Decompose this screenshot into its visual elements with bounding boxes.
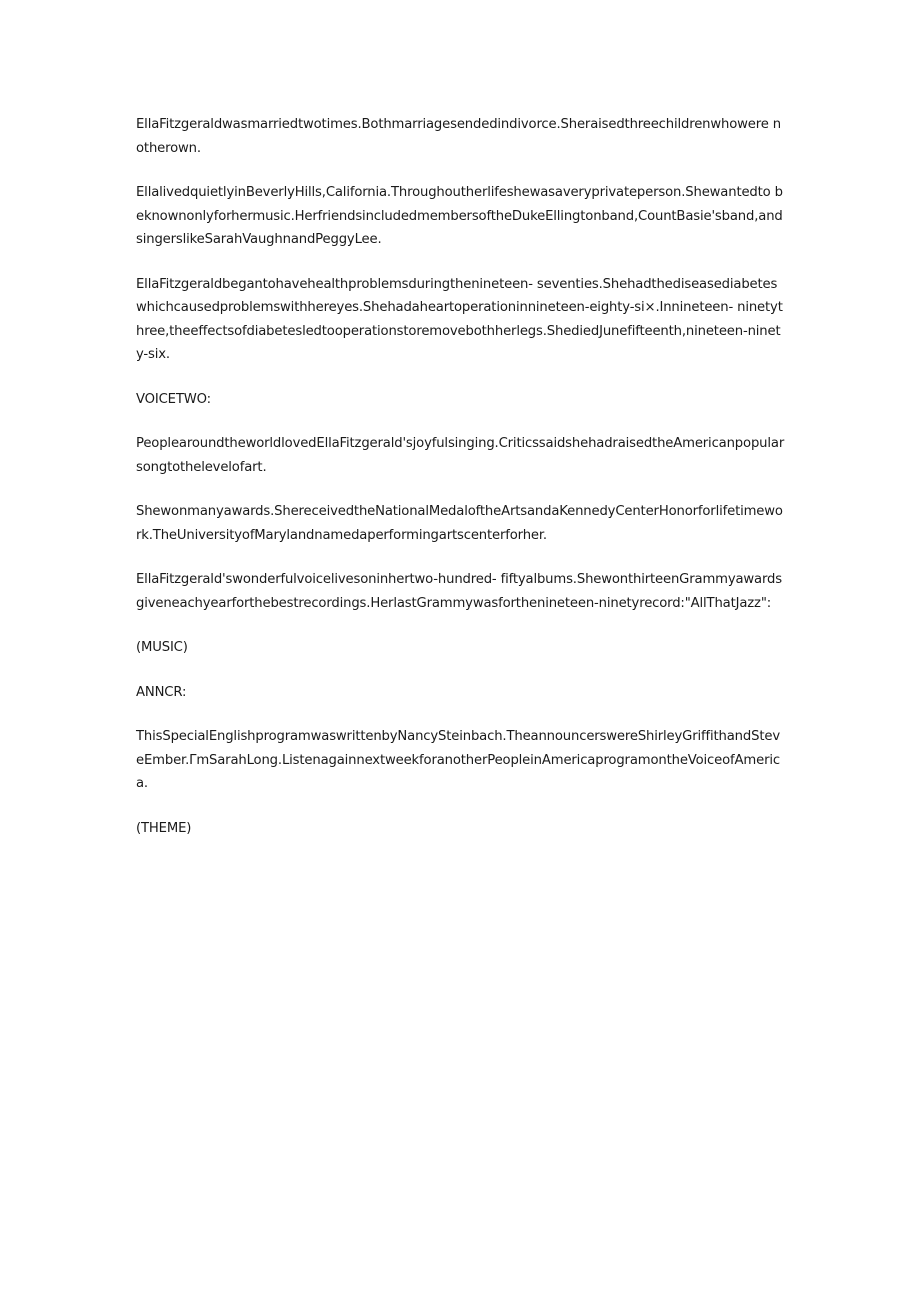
paragraph-critics: PeoplearoundtheworldlovedEllaFitzgerald'sjoyfulsinging.CriticssaidshehadraisedtheAmericanpopularsongtothelevelofart. bbox=[136, 436, 785, 475]
speaker-label-voice-two: VOICETWO: bbox=[136, 391, 211, 407]
paragraph-health: EllaFitzgeraldbegantohavehealthproblemsduringthenineteen- seventies.Shehadthediseasediabeteswhichcausedproblemswithhereyes.Shehadaheartoperationinnineteen-eighty-si×.Innineteen- ninetythree,theeffectsofdiabetesledtooperationstoremovebothherlegs.ShediedJunefifteenth,nineteen-ninety-six. bbox=[136, 276, 783, 362]
paragraph-albums: EllaFitzgerald'swonderfulvoicelivesoninhertwo-hundred- fiftyalbums.ShewonthirteenGrammyawardsgiveneachyearforthebestrecordings.HerlastGrammywasforthenineteen-ninetyrecord:"AllThatJazz": bbox=[136, 572, 782, 611]
paragraph-awards: Shewonmanyawards.ShereceivedtheNationalMedaloftheArtsandaKennedyCenterHonorforlifetimework.TheUniversityofMarylandnamedaperformingartscenterforher. bbox=[136, 504, 783, 543]
cue-music: (MUSIC) bbox=[136, 640, 188, 655]
paragraph-credits: ThisSpecialEnglishprogramwaswrittenbyNancySteinbach.TheannouncerswereShirleyGriffithandSteveEmber.ΓmSarahLong.ListenagainnextweekforanotherPeopleinAmericaprogramontheVoiceofAmerica. bbox=[136, 729, 780, 791]
paragraph-beverly-hills: EllalivedquietlyinBeverlyHills,California.Throughoutherlifeshewasaveryprivateperson.Shewantedto beknownonlyforhermusic.HerfriendsincludedmembersoftheDukeEllingtonband,CountBasie'sband,andsingerslikeSarahVaughnandPeggyLee. bbox=[136, 185, 783, 247]
text-body bbox=[136, 113, 786, 861]
speaker-label-anncr: ANNCR: bbox=[136, 684, 187, 700]
paragraph-marriages: EllaFitzgeraldwasmarriedtwotimes.Bothmarriagesendedindivorce.Sheraisedthreechildrenwhowere notherown. bbox=[136, 117, 781, 156]
cue-theme: (THEME) bbox=[136, 820, 192, 836]
